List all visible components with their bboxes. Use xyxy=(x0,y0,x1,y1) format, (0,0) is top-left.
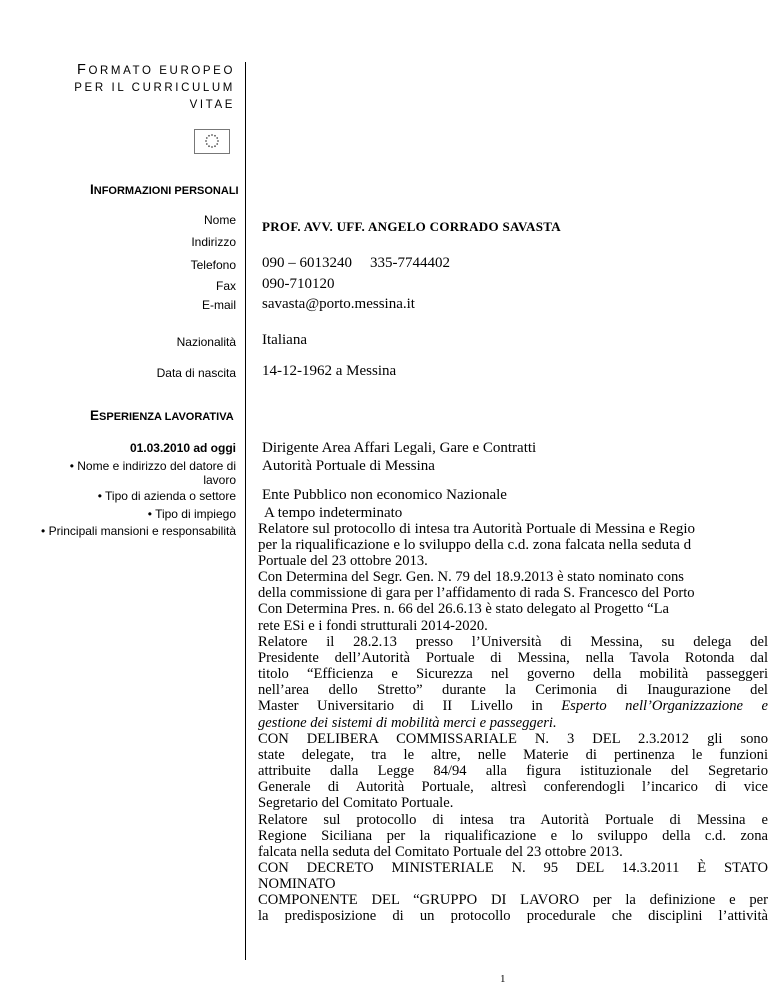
duties-line: attribuite dalla Legge 84/94 alla figura istituzionale del Segretario xyxy=(258,763,768,780)
duties-line: della commissione di gara per l’affidamento di rada S. Francesco del Porto xyxy=(258,585,695,602)
birth-date-value: 14-12-1962 a Messina xyxy=(262,363,397,379)
duties-text xyxy=(258,553,768,953)
duties-line: CON DELIBERA COMMISSARIALE N. 3 DEL 2.3.2012 gli sono xyxy=(258,730,768,747)
duties-first-line: Relatore sul protocollo di intesa tra Autorità Portuale di Messina e Regio xyxy=(258,521,695,537)
header-line-1: FORMATO EUROPEO xyxy=(77,62,235,78)
duties-line: Con Determina Pres. n. 66 del 26.6.13 è stato delegato al Progetto “La xyxy=(258,601,669,618)
duties-line: Generale di Autorità Portuale, altresì conferendogli l’incarico di vice xyxy=(258,779,768,796)
duties-line: COMPONENTE DEL “GRUPPO DI LAVORO per la definizione e per xyxy=(258,892,768,909)
email-value: savasta@porto.messina.it xyxy=(262,296,415,312)
job-type-value: A tempo indeterminato xyxy=(264,505,403,521)
position-value: Dirigente Area Affari Legali, Gare e Contratti xyxy=(262,440,537,456)
phone-label: Telefono xyxy=(190,258,236,272)
phone-value: 090 – 6013240 335-7744402 xyxy=(262,255,450,271)
duties-line: Segretario del Comitato Portuale. xyxy=(258,795,454,812)
section-work-experience: ESPERIENZA LAVORATIVA xyxy=(90,408,234,423)
sector-label: • Tipo di azienda o settore xyxy=(97,489,236,503)
header-line-3: VITAE xyxy=(189,99,235,111)
duties-line: CON DECRETO MINISTERIALE N. 95 DEL 14.3.2011 È STATO xyxy=(258,859,768,876)
nationality-label: Nazionalità xyxy=(176,335,236,349)
employer-label: • Nome e indirizzo del datore di xyxy=(69,459,236,473)
employer-label-cont: lavoro xyxy=(203,473,236,487)
duties-line: nell’area dello Stretto” durante la Cerimonia di Inaugurazione del xyxy=(258,682,768,699)
duties-label: • Principali mansioni e responsabilità xyxy=(41,524,236,538)
duties-line: rete ESi e i fondi strutturali 2014-2020. xyxy=(258,617,488,634)
section-personal-info: INFORMAZIONI PERSONALI xyxy=(90,182,239,197)
fax-label: Fax xyxy=(215,279,236,293)
nationality-value: Italiana xyxy=(262,332,307,348)
duties-line: state delegate, tra le altre, nelle Materie di pertinenza le funzioni xyxy=(258,746,768,763)
master-title-italic: Esperto nell’Organizzazione e xyxy=(561,698,768,715)
column-divider xyxy=(245,62,246,960)
duties-line: Con Determina del Segr. Gen. N. 79 del 18.9.2013 è stato nominato cons xyxy=(258,569,684,586)
duties-line: falcata nella seduta del Comitato Portuale del 23 ottobre 2013. xyxy=(258,843,623,860)
email-label: E-mail xyxy=(201,298,236,312)
header-line-2: PER IL CURRICULUM xyxy=(74,82,235,94)
job-type-label: • Tipo di impiego xyxy=(147,507,236,521)
work-period-label: 01.03.2010 ad oggi xyxy=(129,441,236,455)
cv-format-header xyxy=(40,62,235,114)
duties-line: titolo “Efficienza e Sicurezza nel governo della mobilità passeggeri xyxy=(258,666,768,683)
duties-line: Regione Siciliana per la riqualificazione e lo sviluppo della c.d. zona xyxy=(258,827,768,844)
duties-line: Presidente dell’Autorità Portuale di Messina, nella Tavola Rotonda dal xyxy=(258,649,768,666)
duties-line: Master Universitario di II Livello in Esperto nell’Organizzazione e xyxy=(258,698,768,715)
name-label: Nome xyxy=(203,213,236,227)
duties-line: NOMINATO xyxy=(258,876,336,893)
duties-line: la predisposizione di un protocollo procedurale che disciplini l’attività xyxy=(258,908,768,925)
eu-flag-icon xyxy=(194,129,230,154)
name-value: PROF. AVV. UFF. ANGELO CORRADO SAVASTA xyxy=(262,219,561,234)
address-label: Indirizzo xyxy=(191,235,236,249)
birth-date-label: Data di nascita xyxy=(156,366,236,380)
fax-value: 090-710120 xyxy=(262,276,335,292)
duties-line: Relatore il 28.2.13 presso l’Università di Messina, su delega del xyxy=(258,633,768,650)
duties-line: Portuale del 23 ottobre 2013. xyxy=(258,553,428,569)
sector-value: Ente Pubblico non economico Nazionale xyxy=(262,487,507,503)
page-number: 1 xyxy=(500,973,506,985)
duties-line: gestione dei sistemi di mobilità merci e passeggeri. xyxy=(258,714,557,731)
duties-second-line: per la riqualificazione e lo sviluppo della c.d. zona falcata nella seduta d xyxy=(258,537,692,553)
employer-value: Autorità Portuale di Messina xyxy=(262,458,435,474)
duties-line: Relatore sul protocollo di intesa tra Autorità Portuale di Messina e xyxy=(258,811,768,828)
